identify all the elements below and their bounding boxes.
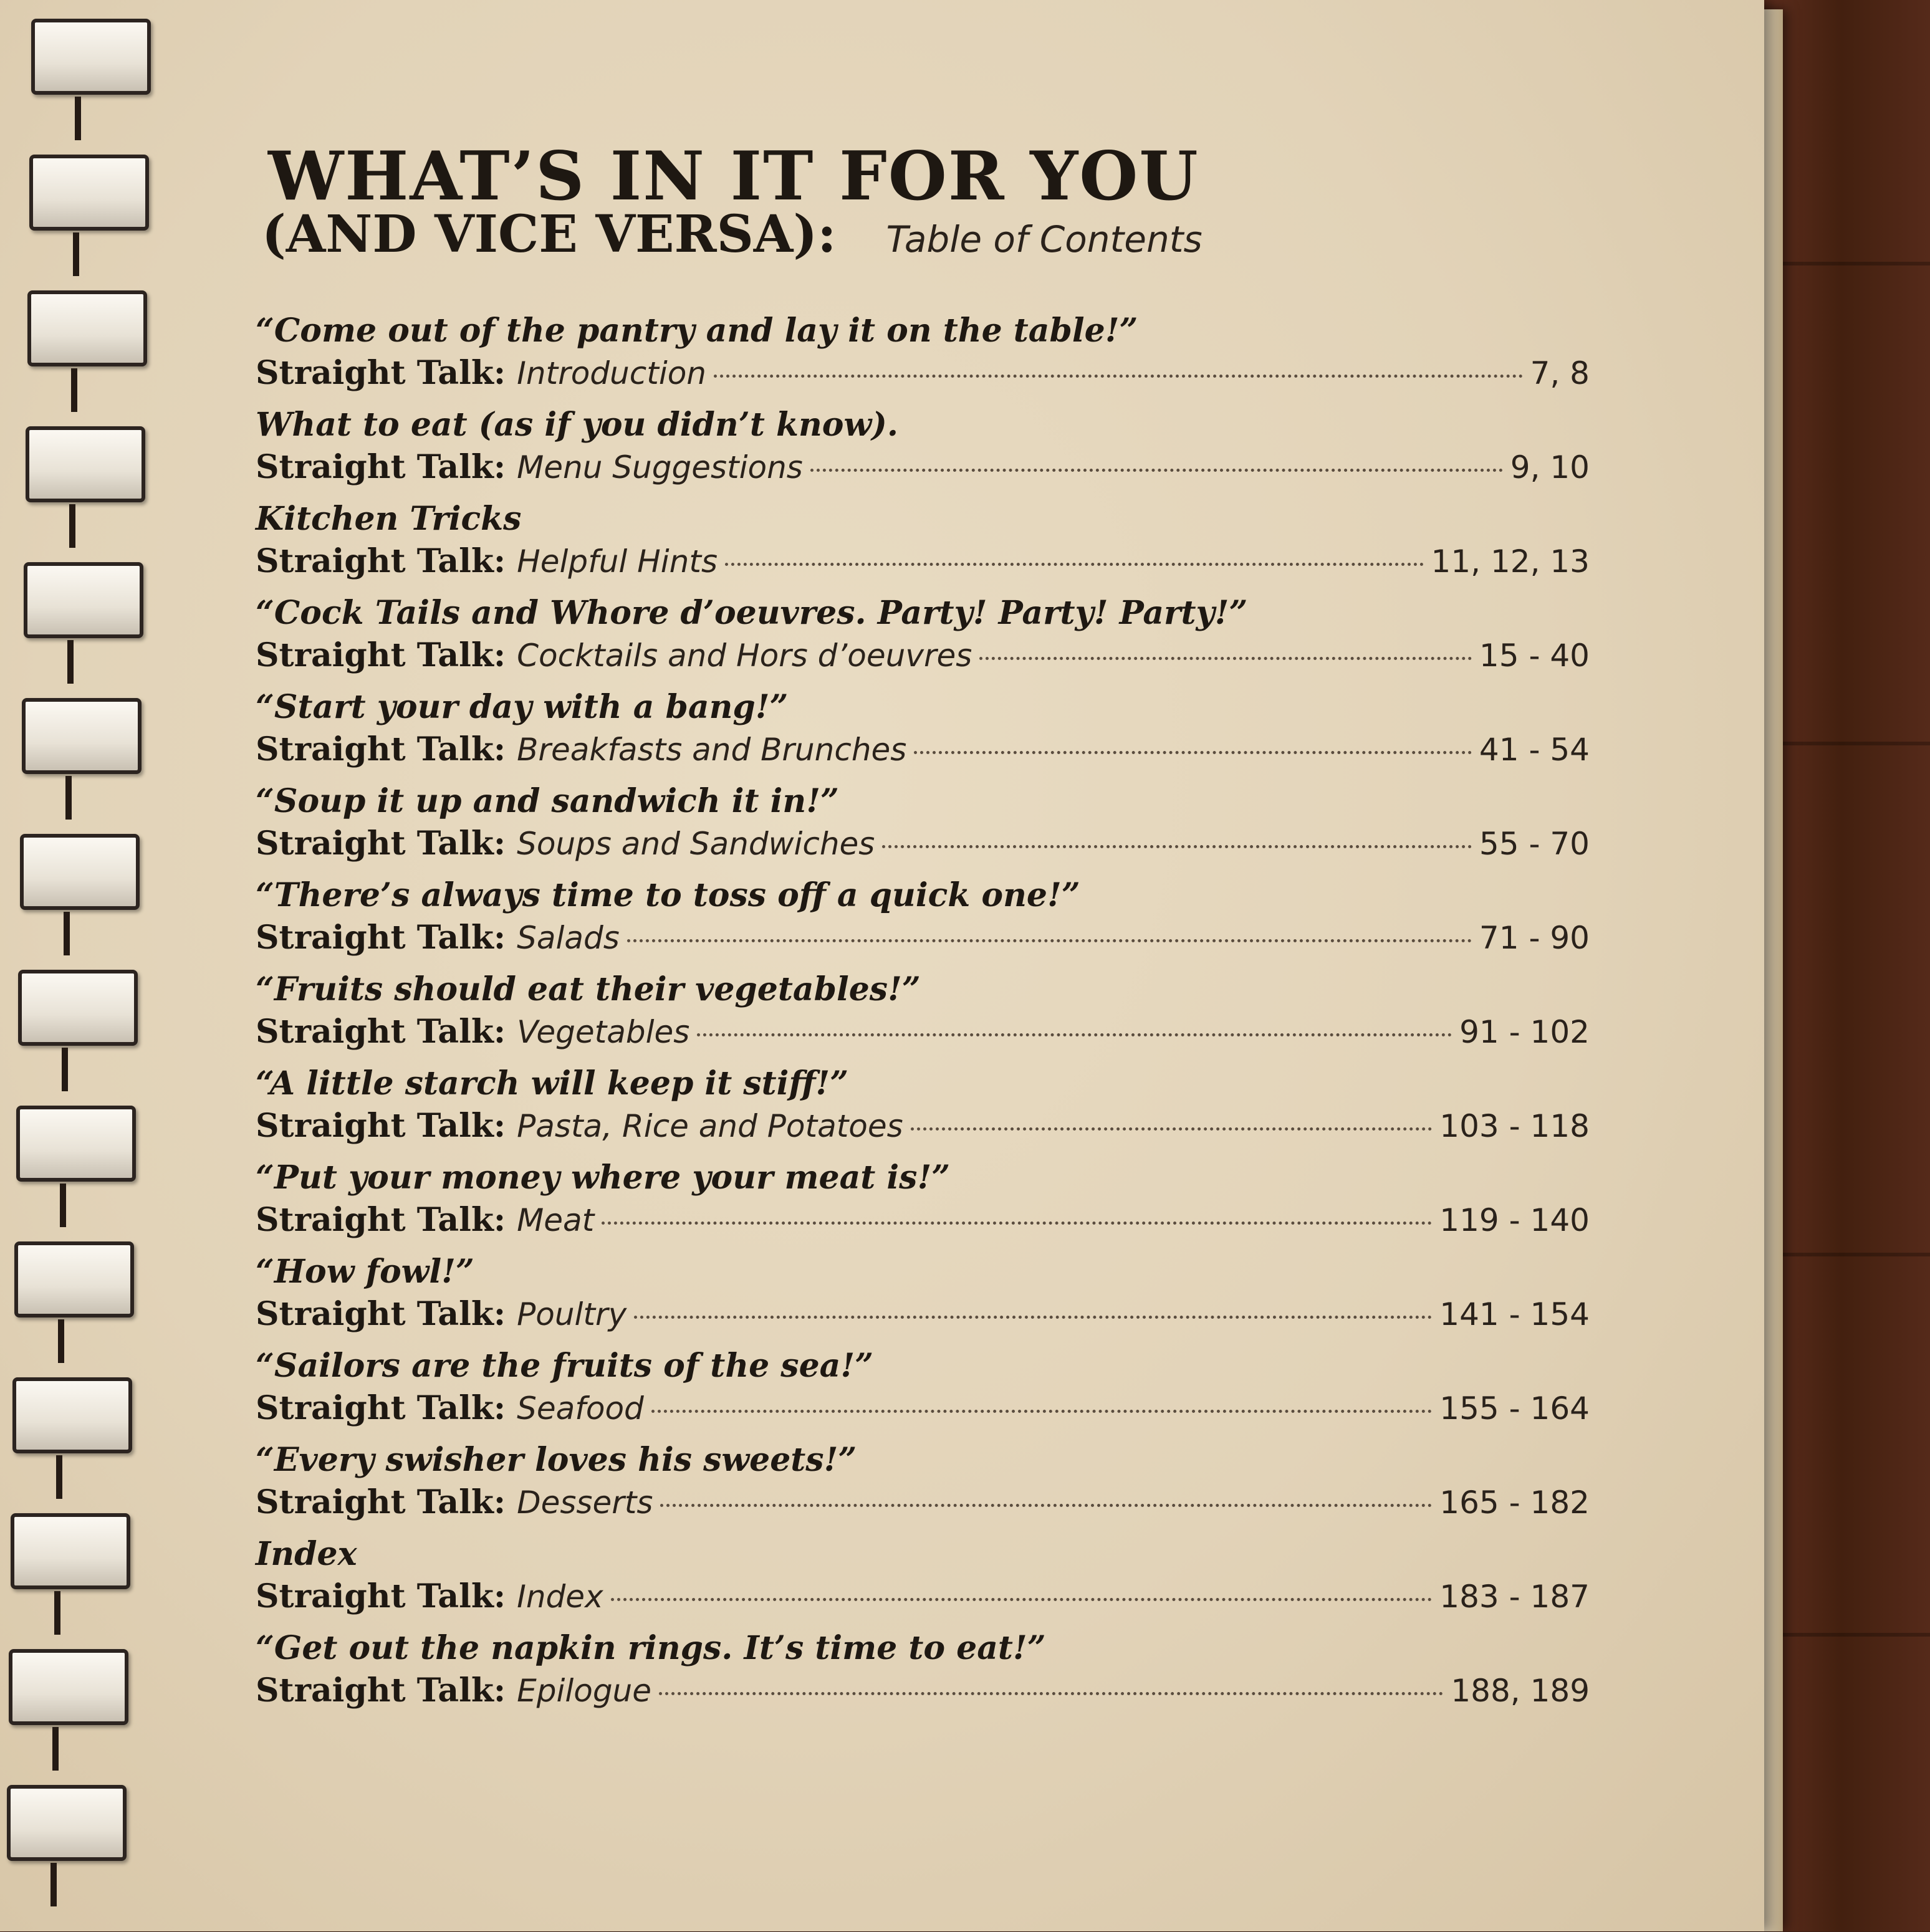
page-numbers: 119 - 140 (1439, 1202, 1590, 1238)
page-title-line-2 (262, 204, 1203, 264)
dot-leader (914, 750, 1472, 754)
spiral-coil (27, 290, 147, 366)
binding-hole (64, 912, 70, 955)
dot-leader (725, 562, 1424, 566)
dot-leader (697, 1033, 1452, 1036)
spiral-coil (29, 155, 149, 231)
dot-leader (714, 374, 1523, 378)
toc-entry (243, 1253, 1677, 1346)
toc-entry (243, 406, 1677, 499)
spiral-coil (14, 1241, 134, 1317)
page-numbers: 7, 8 (1530, 355, 1590, 391)
chapter-quote: “Every swisher loves his sweets!” (256, 1441, 857, 1479)
chapter-quote: What to eat (as if you didn’t know). (256, 406, 898, 444)
chapter-quote: “Come out of the pantry and lay it on the table!” (256, 312, 1138, 350)
straight-talk-label: Straight Talk: (256, 1483, 506, 1521)
spiral-binding (0, 0, 162, 1931)
straight-talk-label: Straight Talk: (256, 542, 506, 580)
chapter-quote: “There’s always time to toss off a quick one!” (256, 876, 1080, 914)
spiral-coil (31, 19, 151, 95)
dot-leader (810, 468, 1503, 472)
binding-hole (71, 368, 77, 412)
page-numbers: 165 - 182 (1439, 1485, 1590, 1521)
toc-entry (243, 500, 1677, 593)
section-name: Menu Suggestions (517, 449, 803, 485)
chapter-quote: “Fruits should eat their vegetables!” (256, 970, 921, 1008)
toc-line (256, 1671, 1590, 1715)
spiral-coil (16, 1106, 136, 1182)
toc-entry (243, 688, 1677, 782)
straight-talk-label: Straight Talk: (256, 1107, 506, 1145)
chapter-quote: “A little starch will keep it stiff!” (256, 1064, 849, 1102)
chapter-quote: “How fowl!” (256, 1253, 474, 1291)
chapter-quote: “Sailors are the fruits of the sea!” (256, 1347, 874, 1385)
spiral-coil (18, 970, 138, 1046)
toc-line (256, 825, 1590, 868)
page-numbers: 141 - 154 (1439, 1296, 1590, 1332)
chapter-quote: “Put your money where your meat is!” (256, 1159, 951, 1197)
toc-line (256, 448, 1590, 492)
section-name: Index (517, 1579, 603, 1615)
page-numbers: 55 - 70 (1479, 826, 1590, 862)
spiral-coil (22, 698, 142, 774)
toc-entry (243, 1441, 1677, 1534)
straight-talk-label: Straight Talk: (256, 1671, 506, 1710)
page-numbers: 183 - 187 (1439, 1579, 1590, 1615)
straight-talk-label: Straight Talk: (256, 1201, 506, 1239)
page-title-continuation: (AND VICE VERSA): (262, 204, 837, 264)
toc-line (256, 1389, 1590, 1433)
page-numbers: 155 - 164 (1439, 1390, 1590, 1427)
straight-talk-label: Straight Talk: (256, 730, 506, 768)
section-name: Cocktails and Hors d’oeuvres (517, 638, 972, 674)
straight-talk-label: Straight Talk: (256, 1389, 506, 1427)
page-numbers: 41 - 54 (1479, 732, 1590, 768)
binding-hole (54, 1591, 60, 1635)
dot-leader (651, 1409, 1433, 1413)
dot-leader (659, 1691, 1443, 1695)
binding-hole (73, 232, 79, 276)
spiral-coil (20, 834, 140, 910)
section-name: Pasta, Rice and Potatoes (517, 1108, 903, 1144)
dot-leader (660, 1503, 1432, 1507)
toc-entry (243, 782, 1677, 876)
section-name: Introduction (517, 355, 706, 391)
page-numbers: 91 - 102 (1459, 1014, 1590, 1050)
toc-entry (243, 1347, 1677, 1440)
straight-talk-label: Straight Talk: (256, 636, 506, 674)
dot-leader (627, 939, 1472, 942)
dot-leader (882, 844, 1472, 848)
toc-line (256, 542, 1590, 586)
dot-leader (602, 1221, 1432, 1225)
toc-line (256, 354, 1590, 398)
section-name: Poultry (517, 1296, 627, 1332)
toc-line (256, 1577, 1590, 1621)
binding-hole (65, 776, 72, 820)
toc-list (243, 312, 1677, 1932)
binding-hole (52, 1727, 59, 1771)
page-subtitle: Table of Contents (886, 218, 1203, 261)
section-name: Seafood (517, 1390, 644, 1427)
toc-entry (243, 1535, 1677, 1628)
page-numbers: 11, 12, 13 (1431, 543, 1590, 580)
toc-entry (243, 594, 1677, 687)
toc-entry (243, 312, 1677, 405)
section-name: Helpful Hints (517, 543, 718, 580)
dot-leader (979, 656, 1472, 660)
spiral-coil (12, 1377, 132, 1453)
straight-talk-label: Straight Talk: (256, 448, 506, 486)
section-name: Desserts (517, 1485, 653, 1521)
spiral-coil (24, 562, 143, 638)
toc-line (256, 730, 1590, 774)
binding-hole (67, 640, 74, 684)
straight-talk-label: Straight Talk: (256, 825, 506, 863)
straight-talk-label: Straight Talk: (256, 919, 506, 957)
toc-entry (243, 970, 1677, 1064)
toc-line (256, 1013, 1590, 1056)
toc-line (256, 1483, 1590, 1527)
dot-leader (911, 1127, 1433, 1131)
chapter-quote: “Start your day with a bang!” (256, 688, 789, 726)
chapter-quote: “Soup it up and sandwich it in!” (256, 782, 839, 820)
toc-line (256, 636, 1590, 680)
toc-line (256, 1107, 1590, 1150)
toc-entry (243, 1064, 1677, 1158)
page-numbers: 103 - 118 (1439, 1108, 1590, 1144)
chapter-quote: Kitchen Tricks (256, 500, 522, 538)
dot-leader (611, 1597, 1433, 1601)
spiral-coil (26, 426, 145, 502)
toc-line (256, 1295, 1590, 1339)
binding-hole (56, 1455, 62, 1499)
binding-hole (60, 1184, 66, 1227)
toc-entry (243, 1629, 1677, 1723)
toc-line (256, 1201, 1590, 1245)
dot-leader (634, 1315, 1432, 1319)
binding-hole (50, 1863, 57, 1906)
section-name: Epilogue (517, 1673, 652, 1709)
binding-hole (62, 1048, 68, 1091)
section-name: Salads (517, 920, 620, 956)
page-numbers: 9, 10 (1510, 449, 1590, 485)
binding-hole (58, 1319, 64, 1363)
page-numbers: 188, 189 (1451, 1673, 1590, 1709)
straight-talk-label: Straight Talk: (256, 1013, 506, 1051)
page-numbers: 71 - 90 (1479, 920, 1590, 956)
chapter-quote: “Cock Tails and Whore d’oeuvres. Party! Party! Party!” (256, 594, 1248, 632)
toc-entry (243, 876, 1677, 970)
section-name: Soups and Sandwiches (517, 826, 875, 862)
spiral-coil (9, 1649, 128, 1725)
chapter-quote: Index (256, 1535, 357, 1573)
page-numbers: 15 - 40 (1479, 638, 1590, 674)
section-name: Vegetables (517, 1014, 690, 1050)
straight-talk-label: Straight Talk: (256, 354, 506, 392)
spiral-coil (7, 1785, 127, 1861)
toc-line (256, 919, 1590, 962)
toc-entry (243, 1159, 1677, 1252)
section-name: Breakfasts and Brunches (517, 732, 907, 768)
binding-hole (75, 97, 81, 140)
binding-hole (69, 504, 75, 548)
chapter-quote: “Get out the napkin rings. It’s time to eat!” (256, 1629, 1046, 1667)
section-name: Meat (517, 1202, 595, 1238)
spiral-coil (11, 1513, 130, 1589)
page-title: WHAT’S IN IT FOR YOU (268, 137, 1199, 216)
straight-talk-label: Straight Talk: (256, 1577, 506, 1615)
straight-talk-label: Straight Talk: (256, 1295, 506, 1333)
